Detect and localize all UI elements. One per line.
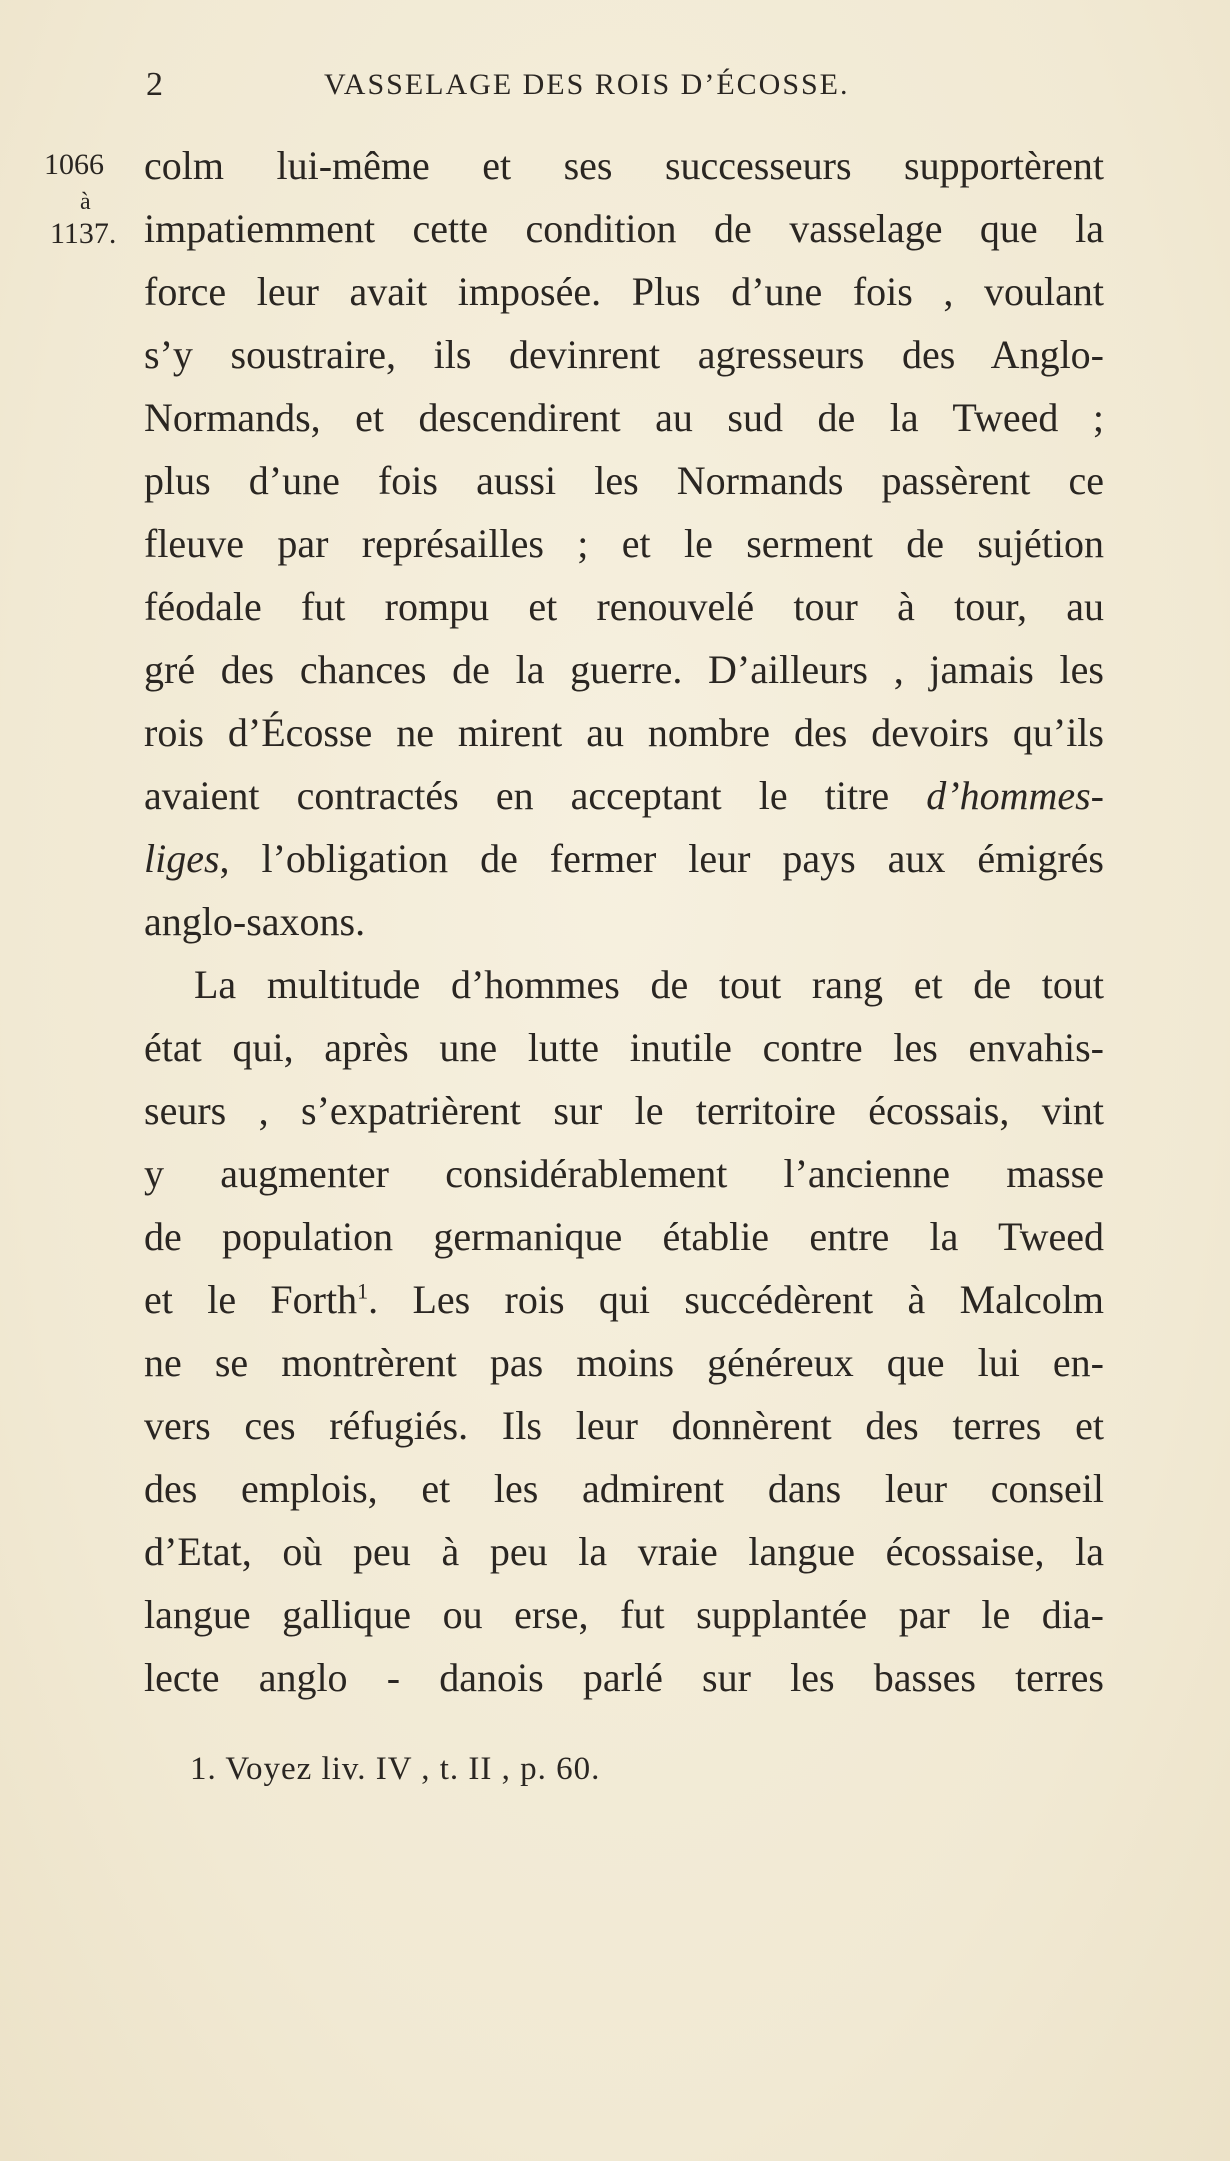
text-line: s’y soustraire, ils devinrent agresseurs des Anglo-	[144, 332, 1104, 377]
text-line: plus d’une fois aussi les Normands passèrent ce	[144, 458, 1104, 503]
text-line: La multitude d’hommes de tout rang et de tout	[194, 962, 1104, 1007]
text-line: colm lui-même et ses successeurs supportèrent	[144, 143, 1104, 188]
text-segment: et le Forth	[144, 1277, 358, 1322]
text-line: d’Etat, où peu à peu la vraie langue écossaise, la	[144, 1529, 1104, 1574]
text-line	[144, 764, 1104, 827]
italic-term: d’hommes-	[926, 773, 1104, 818]
text-segment: . Les rois qui succédèrent à Malcolm	[368, 1277, 1104, 1322]
margin-year-end: 1137.	[50, 217, 117, 250]
text-line: vers ces réfugiés. Ils leur donnèrent des terres et	[144, 1403, 1104, 1448]
text-line: seurs , s’expatrièrent sur le territoire écossais, vint	[144, 1088, 1104, 1133]
body-text	[144, 134, 1104, 1709]
margin-year-start: 1066	[44, 148, 104, 181]
text-line: Normands, et descendirent au sud de la Tweed ;	[144, 395, 1104, 440]
text-segment: , l’obligation de fermer leur pays aux émigrés	[219, 836, 1104, 881]
page-number: 2	[146, 66, 163, 103]
text-line: lecte anglo - danois parlé sur les basses terres	[144, 1655, 1104, 1700]
text-segment: avaient contractés en acceptant le titre	[144, 773, 927, 818]
text-line: féodale fut rompu et renouvelé tour à tour, au	[144, 584, 1104, 629]
text-line: état qui, après une lutte inutile contre les envahis-	[144, 1025, 1104, 1070]
text-line: y augmenter considérablement l’ancienne masse	[144, 1151, 1104, 1196]
text-line: impatiemment cette condition de vasselage que la	[144, 206, 1104, 251]
text-line: ne se montrèrent pas moins généreux que lui en-	[144, 1340, 1104, 1385]
margin-separator: à	[80, 189, 91, 215]
text-line: anglo-saxons.	[144, 899, 366, 944]
footnote: 1. Voyez liv. IV , t. II , p. 60.	[190, 1751, 601, 1787]
text-line: rois d’Écosse ne mirent au nombre des devoirs qu’ils	[144, 710, 1104, 755]
text-line: fleuve par représailles ; et le serment de sujétion	[144, 521, 1104, 566]
text-line: gré des chances de la guerre. D’ailleurs , jamais les	[144, 647, 1104, 692]
text-line	[144, 1268, 1104, 1331]
footnote-marker: 1	[357, 1278, 369, 1304]
italic-term: liges	[144, 836, 220, 881]
text-line	[144, 827, 1104, 890]
running-head	[0, 66, 1230, 116]
text-line: des emplois, et les admirent dans leur conseil	[144, 1466, 1104, 1511]
text-line: de population germanique établie entre la Tweed	[144, 1214, 1104, 1259]
text-line: langue gallique ou erse, fut supplantée par le dia-	[144, 1592, 1104, 1637]
text-line: force leur avait imposée. Plus d’une fois , voulant	[144, 269, 1104, 314]
running-title: VASSELAGE DES ROIS D’ÉCOSSE.	[324, 68, 850, 101]
